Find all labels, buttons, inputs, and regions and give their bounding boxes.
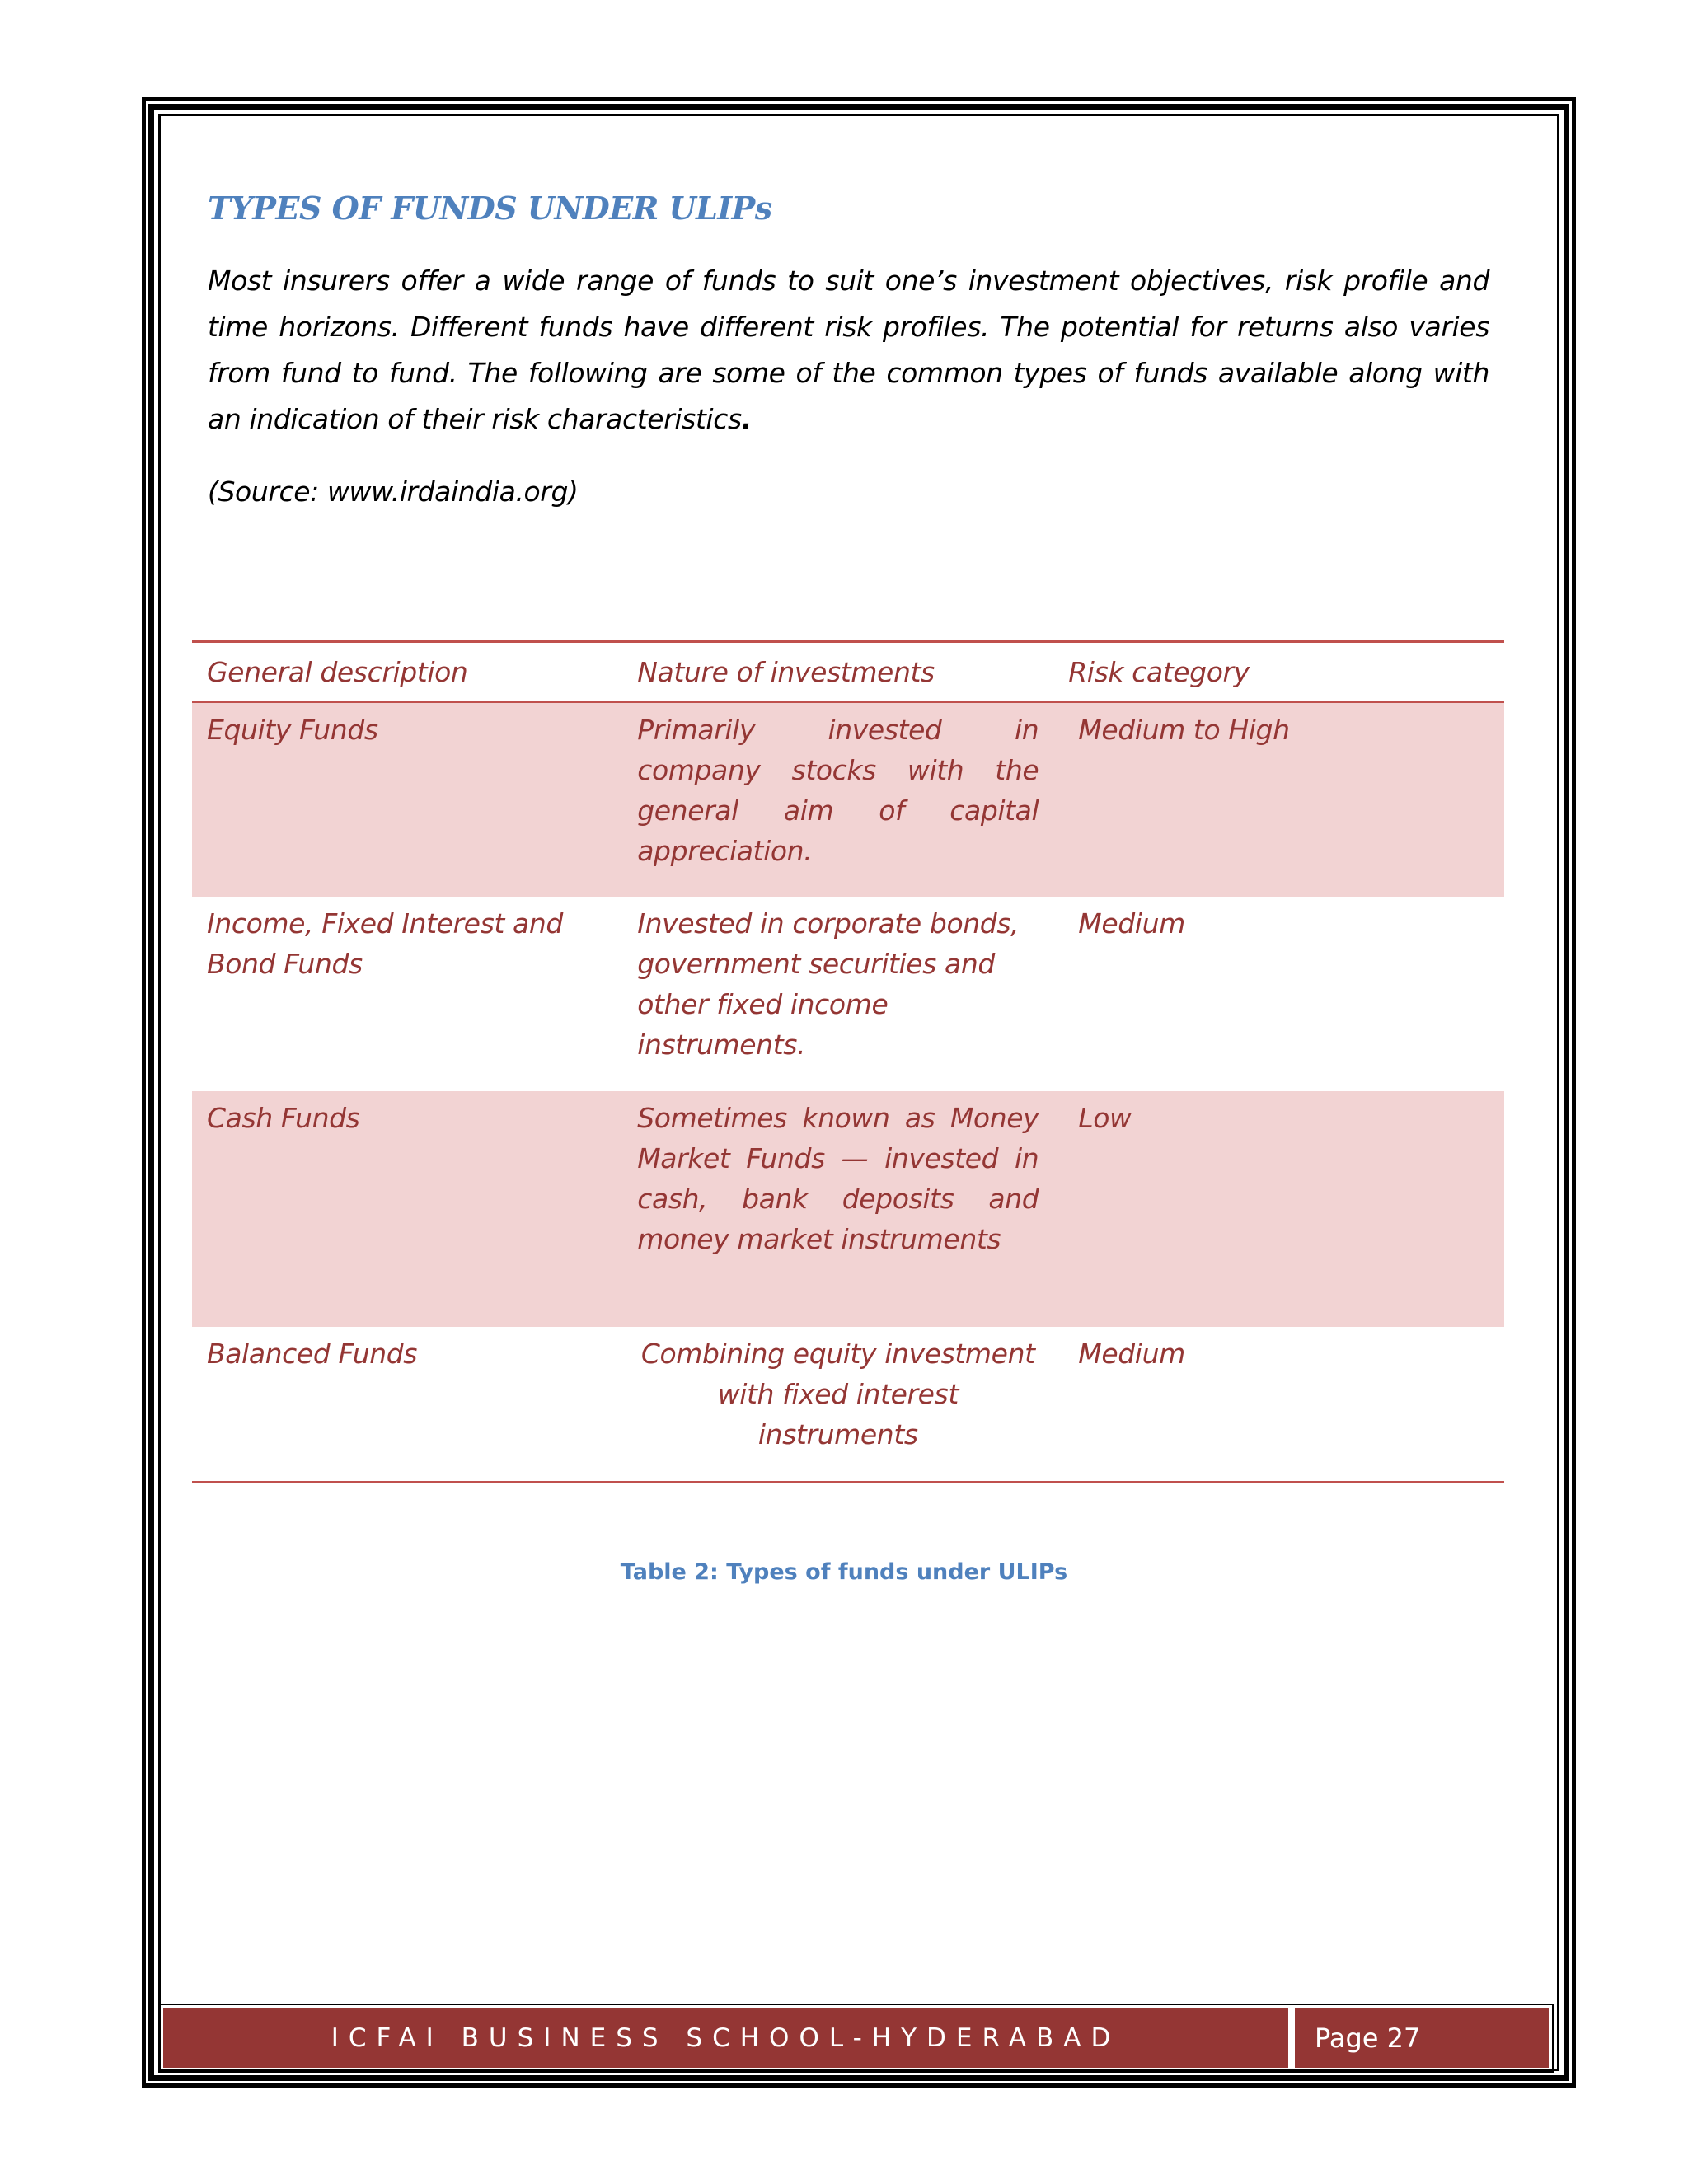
section-title: TYPES OF FUNDS UNDER ULIPs [208,190,772,227]
table-header-row [192,642,1504,702]
header-nature-of-investments: Nature of investments [622,642,1053,702]
cell-risk: Medium [1078,907,1185,940]
header-risk-category: Risk category [1053,642,1504,702]
table-row [192,1327,1504,1483]
table-row [192,1091,1504,1327]
intro-end: . [741,403,752,435]
footer-page-number: Page 27 [1295,2008,1549,2068]
cell-nature: Sometimes known as Money Market Funds — invested in cash, bank deposits and money market instruments [622,1091,1053,1327]
footer-school-name: ICFAI BUSINESS SCHOOL-HYDERABAD [163,2008,1288,2068]
cell-general: Cash Funds [192,1091,622,1327]
page-content [208,190,1489,508]
table-caption: Table 2: Types of funds under ULIPs [620,1559,1068,1585]
funds-table [192,640,1504,1483]
intro-paragraph [208,258,1489,443]
cell-nature: Primarily invested in company stocks with the general aim of capital appreciation. [622,702,1053,897]
cell-risk: Medium [1053,1327,1504,1483]
cell-nature: Combining equity investment with fixed interest instruments [622,1327,1053,1483]
cell-nature: Invested in corporate bonds, government securities and other fixed income instruments. [637,907,1020,1061]
table-row [192,897,1504,1091]
cell-general: Equity Funds [192,702,622,897]
cell-risk: Medium to High [1053,702,1504,897]
cell-general: Balanced Funds [192,1327,622,1483]
cell-general: Income, Fixed Interest and Bond Funds [207,907,563,980]
cell-risk: Low [1053,1091,1504,1327]
table-row [192,702,1504,897]
intro-text: Most insurers offer a wide range of funds to suit one’s investment objectives, risk profile and time horizons. Different funds have different risk profiles. The potential for returns also varies from fund to fund. The following are some of the common types of funds available along with an indication of their risk characteristics [208,265,1489,435]
source-note: (Source: www.irdaindia.org) [208,476,579,508]
header-general-description: General description [192,642,622,702]
